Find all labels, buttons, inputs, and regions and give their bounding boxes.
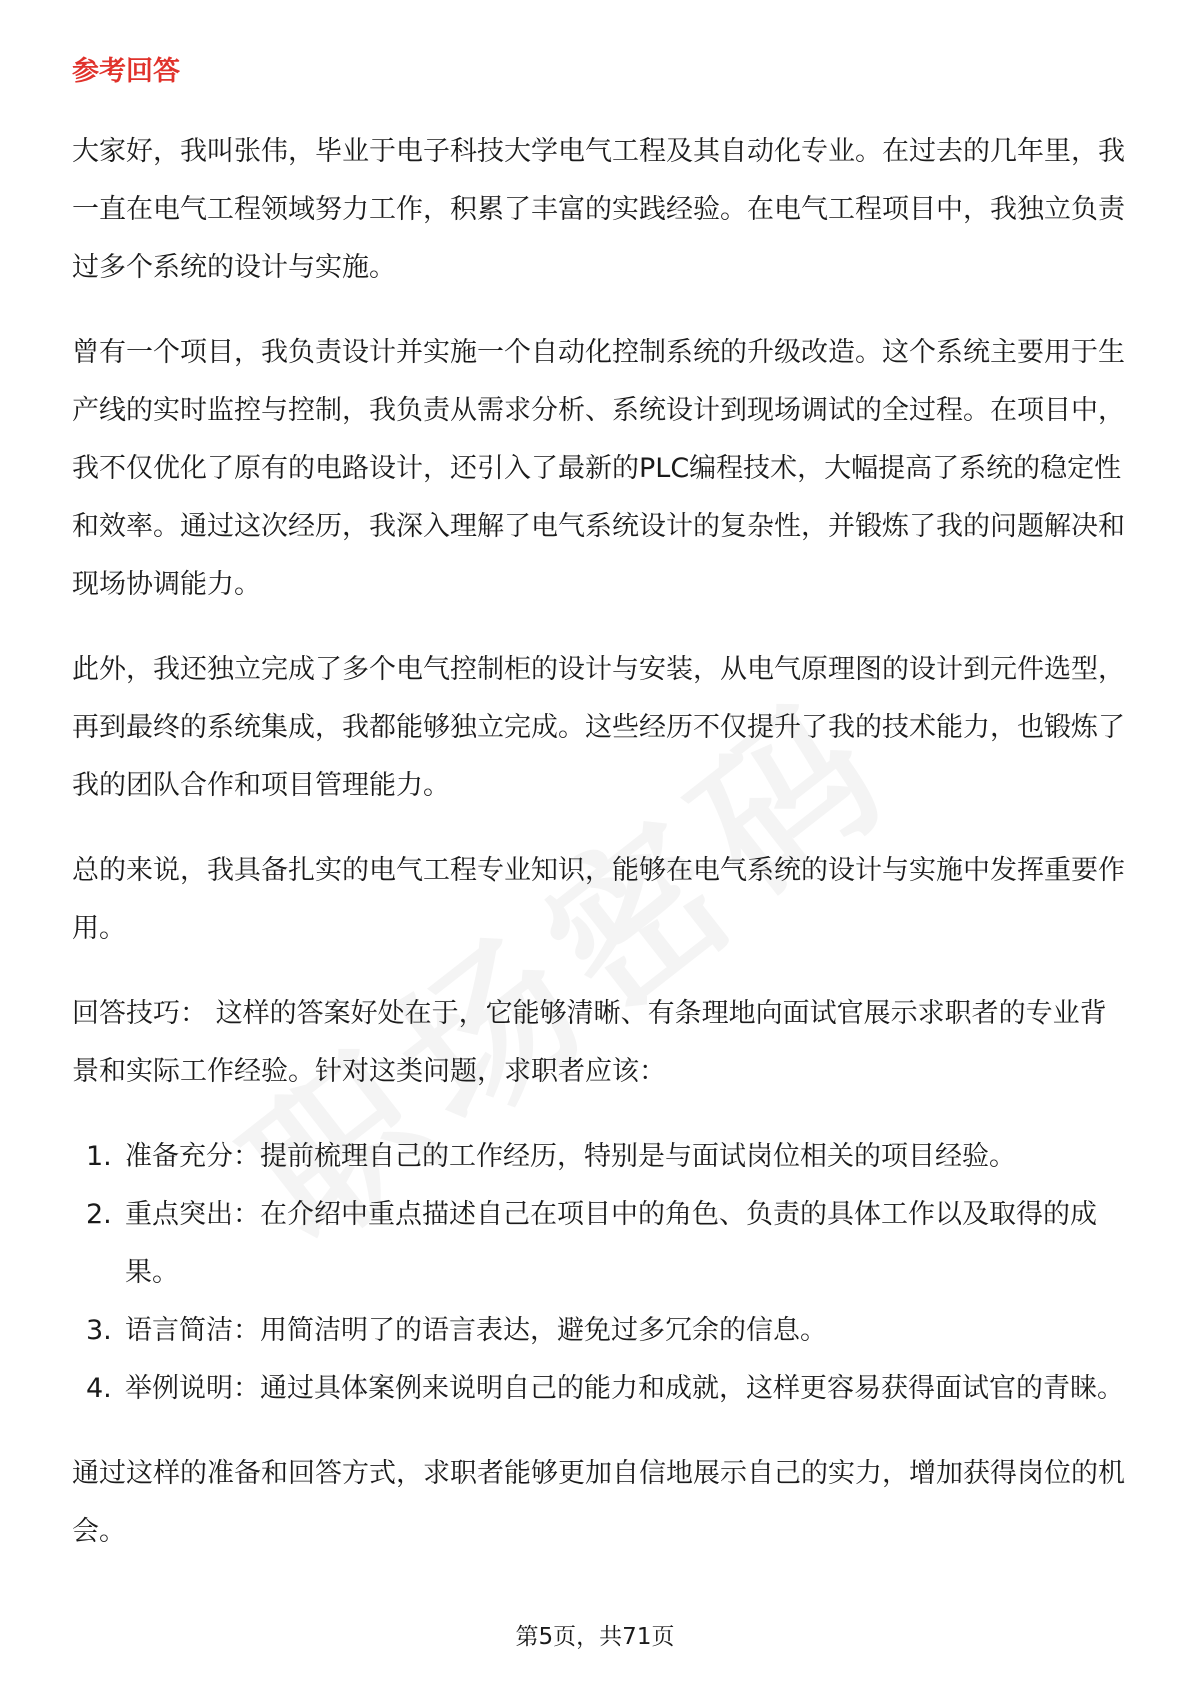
list-number: 3. [86,1315,112,1346]
list-number: 4. [86,1373,112,1404]
section-heading: 参考回答 [72,56,180,87]
list-item-text: 举例说明：通过具体案例来说明自己的能力和成就，这样更容易获得面试官的青睐。 [125,1373,1124,1404]
list-item-text: 重点突出：在介绍中重点描述自己在项目中的角色、负责的具体工作以及取得的成果。 [125,1199,1097,1288]
list-item-text: 准备充分：提前梳理自己的工作经历，特别是与面试岗位相关的项目经验。 [125,1141,1016,1172]
paragraph-tips-intro: 回答技巧： 这样的答案好处在于，它能够清晰、有条理地向面试官展示求职者的专业背景和实际工作经验。针对这类问题，求职者应该： [72,998,1107,1087]
paragraph-summary: 总的来说，我具备扎实的电气工程专业知识，能够在电气系统的设计与实施中发挥重要作用。 [72,855,1125,944]
paragraph-additional: 此外，我还独立完成了多个电气控制柜的设计与安装，从电气原理图的设计到元件选型，再到最终的系统集成，我都能够独立完成。这些经历不仅提升了我的技术能力，也锻炼了我的团队合作和项目管理能力。 [72,654,1125,801]
paragraph-project: 曾有一个项目，我负责设计并实施一个自动化控制系统的升级改造。这个系统主要用于生产线的实时监控与控制，我负责从需求分析、系统设计到现场调试的全过程。在项目中，我不仅优化了原有的电路设计，还引入了最新的PLC编程技术，大幅提高了系统的稳定性和效率。通过这次经历，我深入理解了电气系统设计的复杂性，并锻炼了我的问题解决和现场协调能力。 [72,337,1125,600]
paragraph-closing: 通过这样的准备和回答方式，求职者能够更加自信地展示自己的实力，增加获得岗位的机会。 [72,1458,1125,1547]
list-item [72,1302,1130,1360]
page-number-footer: 第5页，共71页 [515,1624,675,1650]
list-item [72,1186,1130,1302]
tips-list [72,1128,1130,1418]
list-item-text: 语言简洁：用简洁明了的语言表达，避免过多冗余的信息。 [125,1315,827,1346]
list-number: 2. [86,1199,112,1230]
list-item [72,1360,1130,1418]
paragraph-intro: 大家好，我叫张伟，毕业于电子科技大学电气工程及其自动化专业。在过去的几年里，我一直在电气工程领域努力工作，积累了丰富的实践经验。在电气工程项目中，我独立负责过多个系统的设计与实施。 [72,136,1125,283]
document-page [72,48,1130,1588]
list-number: 1. [86,1141,112,1172]
list-item [72,1128,1130,1186]
